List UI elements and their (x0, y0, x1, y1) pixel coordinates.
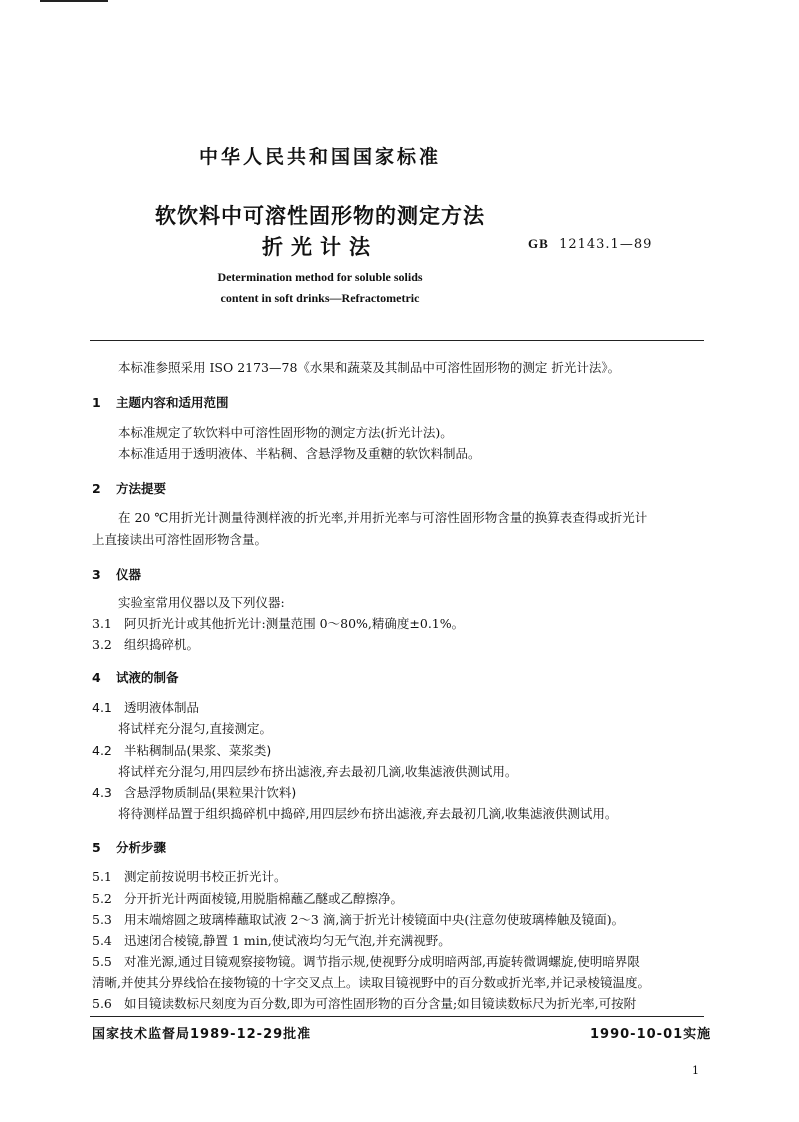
top-edge-rule (40, 0, 108, 2)
english-title-line2: content in soft drinks—Refractometric (220, 291, 420, 305)
step-5-1-text: 测定前按说明书校正折光计。 (124, 869, 287, 884)
section-3-number: 3 (92, 567, 101, 582)
step-5-4-text: 迅速闭合棱镜,静置 1 min,使试液均匀无气泡,并充满视野。 (124, 933, 451, 948)
section-2-title: 方法提要 (116, 481, 167, 496)
step-5-3-number: 5.3 (92, 912, 112, 927)
subsection-4-1-title: 透明液体制品 (124, 700, 200, 715)
item-3-2-text: 组织捣碎机。 (124, 637, 200, 652)
subsection-4-3-title: 含悬浮物质制品(果粒果汁饮料) (124, 785, 297, 800)
step-5-6-number: 5.6 (92, 996, 112, 1011)
step-5-6-text: 如目镜读数标尺刻度为百分数,即为可溶性固形物的百分含量;如目镜读数标尺为折光率,可按附 (124, 996, 637, 1011)
subsection-4-2-title: 半粘稠制品(果浆、菜浆类) (124, 743, 272, 758)
section-3-item-1 (92, 614, 464, 632)
section-1-title: 主题内容和适用范围 (116, 395, 229, 410)
section-1-heading (92, 393, 229, 411)
section-3-title: 仪器 (116, 567, 142, 582)
subsection-4-1-text: 将试样充分混匀,直接测定。 (118, 721, 272, 736)
item-3-1-text: 阿贝折光计或其他折光计:测量范围 0～80%,精确度±0.1%。 (124, 616, 465, 631)
header-divider (90, 340, 704, 341)
step-5-5-text-line2: 清晰,并使其分界线恰在接物镜的十字交叉点上。读取目镜视野中的百分数或折光率,并记录棱镜温度。 (92, 975, 650, 990)
section-5-number: 5 (92, 840, 101, 855)
step-5-4-number: 5.4 (92, 933, 112, 948)
page-number: 1 (692, 1064, 699, 1077)
implementation-date: 1990-10-01实施 (590, 1027, 712, 1042)
section-3-paragraph: 实验室常用仪器以及下列仪器: (118, 595, 285, 610)
item-3-1-number: 3.1 (92, 616, 112, 631)
footer-divider (90, 1016, 704, 1017)
item-3-2-number: 3.2 (92, 637, 112, 652)
step-5-1 (92, 867, 287, 885)
section-4-title: 试液的制备 (116, 670, 179, 685)
subsection-4-1-heading (92, 698, 199, 716)
step-5-2-text: 分开折光计两面棱镜,用脱脂棉蘸乙醚或乙醇擦净。 (124, 891, 403, 906)
section-1-paragraph-2: 本标准适用于透明液体、半粘稠、含悬浮物及重糖的软饮料制品。 (118, 446, 481, 461)
subsection-4-1-number: 4.1 (92, 700, 112, 715)
step-5-5-text-line1: 对准光源,通过目镜观察接物镜。调节指示规,使视野分成明暗两部,再旋转微调螺旋,使明暗界限 (124, 954, 640, 969)
section-1-number: 1 (92, 395, 101, 410)
english-title-line1: Determination method for soluble solids (217, 270, 423, 284)
standard-code (528, 236, 652, 252)
section-3-heading (92, 565, 141, 583)
step-5-5-number: 5.5 (92, 954, 112, 969)
subsection-4-2-number: 4.2 (92, 743, 112, 758)
step-5-4 (92, 931, 451, 949)
subsection-4-2-text: 将试样充分混匀,用四层纱布挤出滤液,弃去最初几滴,收集滤液供测试用。 (118, 764, 518, 779)
step-5-3-text: 用末端熔圆之玻璃棒蘸取试液 2～3 滴,滴于折光计棱镜面中央(注意勿使玻璃棒触及镜面)。 (124, 912, 625, 927)
section-3-item-2 (92, 635, 199, 653)
subsection-4-3-text: 将待测样品置于组织捣碎机中捣碎,用四层纱布挤出滤液,弃去最初几滴,收集滤液供测试用。 (118, 806, 618, 821)
step-5-3 (92, 910, 624, 928)
section-4-heading (92, 668, 179, 686)
subsection-4-3-heading (92, 783, 296, 801)
section-4-number: 4 (92, 670, 101, 685)
document-title: 软饮料中可溶性固形物的测定方法 (155, 204, 485, 228)
approval-note: 国家技术监督局1989-12-29批准 (92, 1027, 312, 1042)
subsection-4-3-number: 4.3 (92, 785, 112, 800)
section-5-heading (92, 838, 166, 856)
standard-code-number: 12143.1—89 (559, 237, 653, 252)
step-5-6 (92, 994, 636, 1012)
section-1-paragraph-1: 本标准规定了软饮料中可溶性固形物的测定方法(折光计法)。 (118, 425, 453, 440)
standard-code-prefix: GB (528, 236, 549, 251)
document-subtitle: 折光计法 (262, 235, 378, 259)
step-5-5 (92, 952, 640, 970)
subsection-4-2-heading (92, 741, 271, 759)
section-2-paragraph-line1: 在 20 ℃用折光计测量待测样液的折光率,并用折光率与可溶性固形物含量的换算表查得或折光计 (118, 510, 648, 525)
issuing-organization: 中华人民共和国国家标准 (198, 146, 441, 168)
intro-paragraph: 本标准参照采用 ISO 2173—78《水果和蔬菜及其制品中可溶性固形物的测定 折光计法》。 (118, 360, 621, 375)
section-5-title: 分析步骤 (116, 840, 167, 855)
section-2-number: 2 (92, 481, 101, 496)
section-2-paragraph-line2: 上直接读出可溶性固形物含量。 (92, 532, 268, 547)
section-2-heading (92, 479, 166, 497)
step-5-2 (92, 889, 403, 907)
step-5-1-number: 5.1 (92, 869, 112, 884)
step-5-2-number: 5.2 (92, 891, 112, 906)
